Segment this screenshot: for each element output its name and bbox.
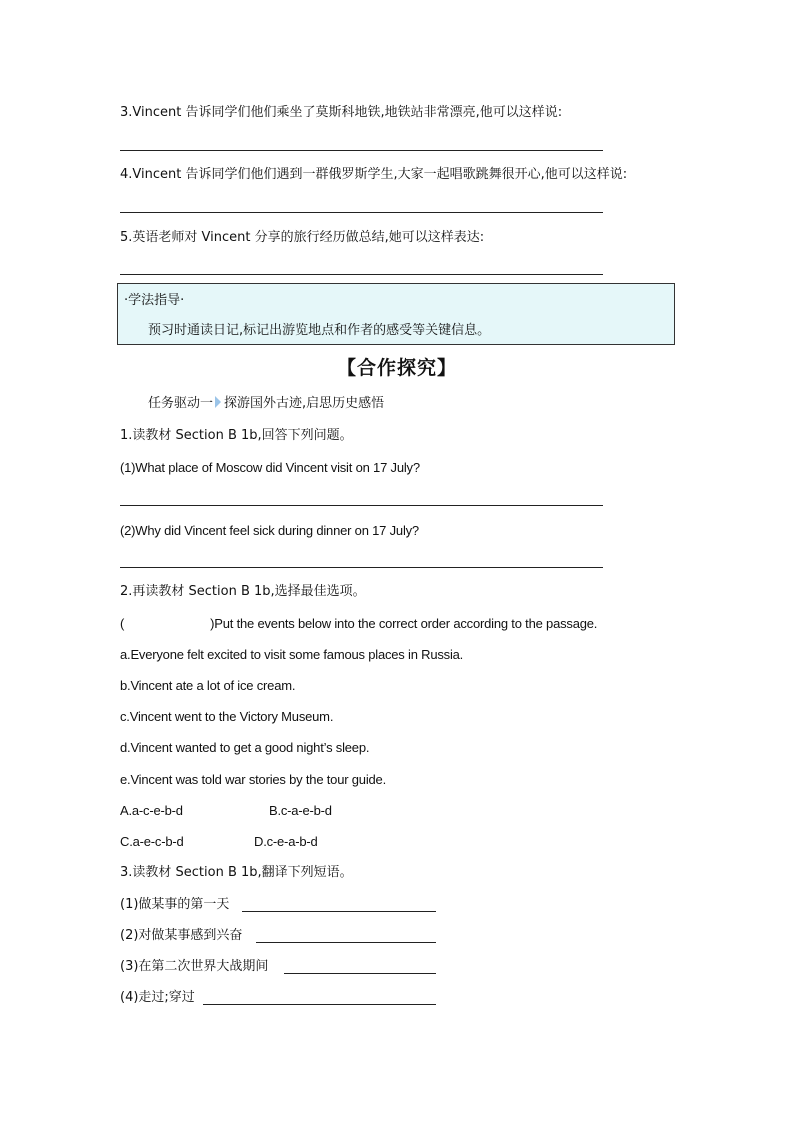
answer-line[interactable] (120, 150, 603, 151)
question-4-text: 4.Vincent 告诉同学们他们遇到一群俄罗斯学生,大家一起唱歌跳舞很开心,他可以这样说: (120, 167, 628, 182)
question-5-text: 5.英语老师对 Vincent 分享的旅行经历做总结,她可以这样表达: (120, 230, 485, 245)
option-d[interactable]: D.c-e-a-b-d (254, 834, 318, 849)
q1-title: 1.读教材 Section B 1b,回答下列问题。 (120, 428, 353, 443)
q1-sub-1: (1)What place of Moscow did Vincent visit on 17 July? (120, 460, 420, 475)
q3-item-2: (2)对做某事感到兴奋 (120, 928, 243, 943)
study-tip-content: 预习时通读日记,标记出游览地点和作者的感受等关键信息。 (148, 323, 491, 338)
q1-sub-2: (2)Why did Vincent feel sick during dinner on 17 July? (120, 523, 419, 538)
q3-item-1: (1)做某事的第一天 (120, 897, 230, 912)
section-heading: 【合作探究】 (336, 357, 457, 379)
q3-item-3: (3)在第二次世界大战期间 (120, 959, 269, 974)
answer-line[interactable] (284, 973, 436, 974)
question-3-text: 3.Vincent 告诉同学们他们乘坐了莫斯科地铁,地铁站非常漂亮,他可以这样说: (120, 105, 563, 120)
option-b[interactable]: B.c-a-e-b-d (269, 803, 332, 818)
task-prefix: 任务驱动一 (148, 396, 214, 411)
study-tip-title: ·学法指导· (124, 293, 185, 308)
task-text: 探游国外古迹,启思历史感悟 (224, 396, 385, 411)
event-e: e.Vincent was told war stories by the tour guide. (120, 772, 386, 787)
q2-title: 2.再读教材 Section B 1b,选择最佳选项。 (120, 584, 366, 599)
option-c[interactable]: C.a-e-c-b-d (120, 834, 184, 849)
q2-prompt: ( )Put the events below into the correct order according to the passage. (120, 616, 598, 631)
event-c: c.Vincent went to the Victory Museum. (120, 709, 334, 724)
q3-title: 3.读教材 Section B 1b,翻译下列短语。 (120, 865, 353, 880)
event-b: b.Vincent ate a lot of ice cream. (120, 678, 296, 693)
answer-line[interactable] (256, 942, 436, 943)
study-tip-box (117, 283, 675, 345)
event-a: a.Everyone felt excited to visit some famous places in Russia. (120, 647, 464, 662)
answer-line[interactable] (242, 911, 436, 912)
q3-item-4: (4)走过;穿过 (120, 990, 195, 1005)
option-a[interactable]: A.a-c-e-b-d (120, 803, 183, 818)
answer-line[interactable] (203, 1004, 436, 1005)
event-d: d.Vincent wanted to get a good night’s sleep. (120, 740, 370, 755)
answer-line[interactable] (120, 212, 603, 213)
task-line (148, 396, 384, 412)
answer-line[interactable] (120, 505, 603, 506)
answer-line[interactable] (120, 274, 603, 275)
arrow-icon (215, 396, 221, 408)
answer-line[interactable] (120, 567, 603, 568)
